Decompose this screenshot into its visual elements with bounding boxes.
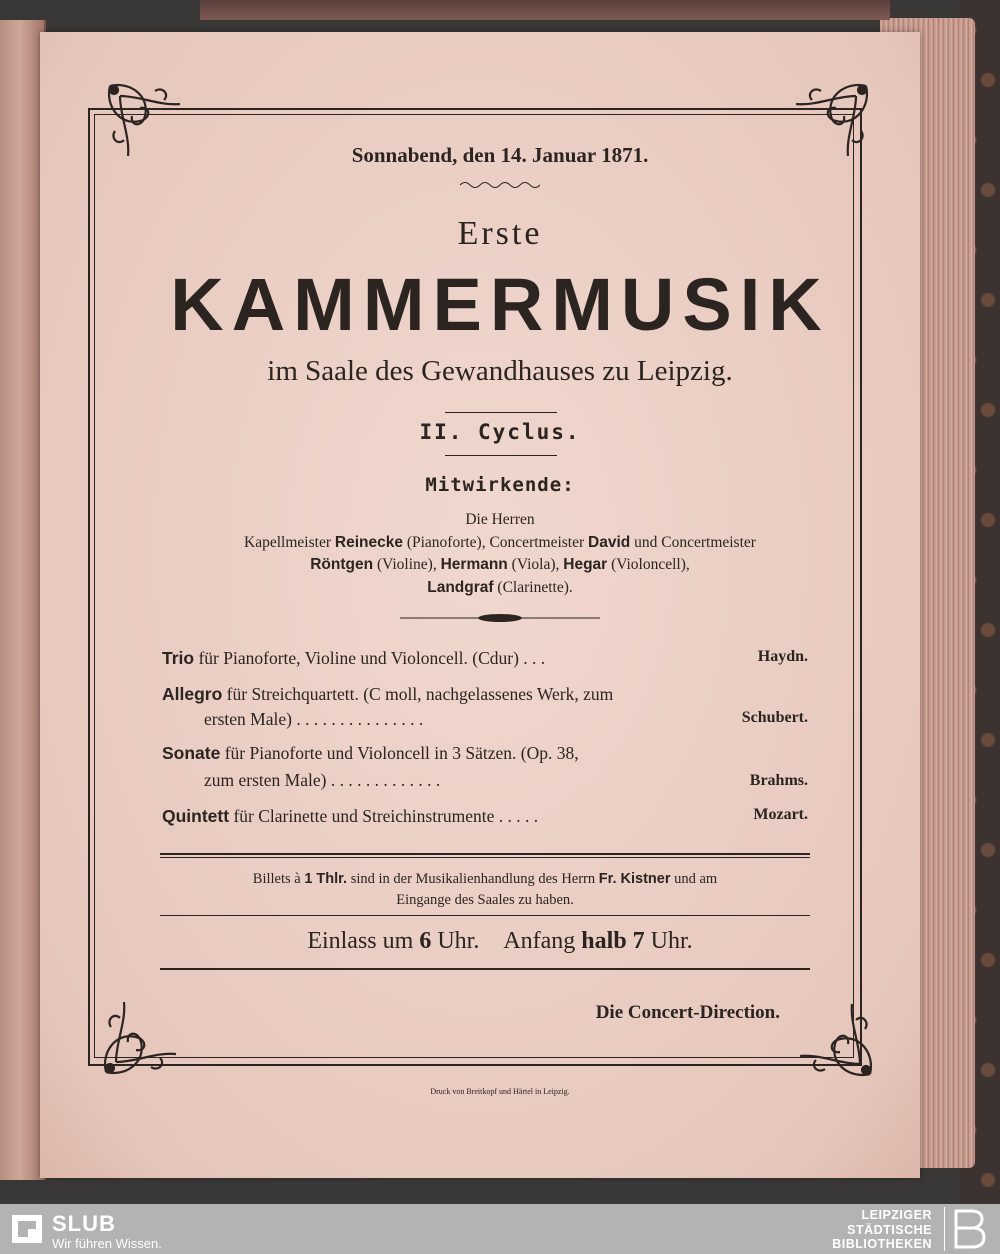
lsb-logo-icon [944,1207,990,1251]
text: und Concertmeister [630,533,756,551]
venue-line: im Saale des Gewandhauses zu Leipzig. [267,355,733,387]
concert-date: Sonnabend, den 14. Januar 1871. [351,143,649,167]
work-title: Allegro [162,684,223,704]
pre-title: Erste [457,215,543,252]
text: und am [670,871,718,887]
performer-name: David [588,533,631,551]
rule-above-times [160,915,810,916]
text: Anfang [503,928,582,954]
composer-name: Schubert. [741,709,808,726]
slub-name: SLUB [52,1211,116,1236]
performers-line-3 [0,577,1000,600]
text: Billets à [252,871,305,887]
ticket-line-1 [160,869,810,890]
ticket-info [160,869,810,911]
lsb-line: STÄDTISCHE [847,1222,932,1237]
rule-above-cycle [445,412,557,413]
work-description: zum ersten Male) . . . . . . . . . . . . . [204,770,441,790]
rule-above-tickets-thin [160,857,810,858]
ticket-line-2: Eingange des Saales zu haben. [396,892,574,908]
text: Uhr. [644,928,693,954]
text: Uhr. [431,928,480,954]
signature: Die Concert-Direction. [595,1002,780,1023]
performer-name: Reinecke [334,533,403,551]
doors-time: 6 [419,928,432,954]
footer-bar [0,1204,1000,1254]
performer-name: Landgraf [427,578,494,596]
cover-top-strip [200,0,890,20]
times-line [0,928,1000,955]
performer-name: Hermann [440,556,508,573]
slub-tagline: Wir führen Wissen. [52,1236,162,1251]
program-item [162,648,812,669]
rule-above-tickets [160,853,810,855]
performers-line-2 [0,554,1000,577]
performers-line-1 [0,532,1000,555]
text: (Viola), [507,556,564,573]
work-description: für Pianoforte, Violine und Violoncell. (Cdur) . . . [194,648,546,668]
wavy-divider-icon [460,180,540,190]
slub-logo-icon [12,1215,42,1243]
performers-list [0,509,1000,599]
performer-name: Hegar [563,556,608,573]
performers-heading: Mitwirkende: [425,474,575,496]
printer-note: Druck von Breitkopf und Härtel in Leipzig. [430,1087,570,1096]
work-description: für Clarinette und Streichinstrumente . . . . . [229,806,539,826]
ticket-price: 1 Thlr. [304,871,348,887]
work-title: Sonate [162,743,221,763]
text: Einlass um [307,928,420,954]
ornament-divider-icon [400,612,600,624]
text: (Violine), [373,556,441,573]
work-description: für Streichquartett. (C moll, nachgelassenes Werk, zum [222,684,614,704]
program-item [162,806,812,827]
composer-name: Haydn. [757,648,808,665]
lsb-line: LEIPZIGER [861,1208,932,1222]
text: (Clarinette). [493,578,573,596]
cycle-label: II. Cyclus. [419,420,581,444]
work-description: für Pianoforte und Violoncell in 3 Sätzen. (Op. 38, [220,743,579,763]
text: (Pianoforte), Concertmeister [402,533,589,551]
performers-intro: Die Herren [465,511,535,528]
work-title: Quintett [162,806,230,826]
work-title: Trio [162,648,195,668]
text: (Violoncell), [607,556,690,573]
ornament-bottom-right-icon [788,992,880,1084]
rule-below-times [160,968,810,970]
start-time: halb 7 [581,928,645,954]
lsb-line: BIBLIOTHEKEN [832,1237,932,1251]
main-title: KAMMERMUSIK [170,263,830,346]
text: sind in der Musikalienhandlung des Herrn [347,871,599,887]
program-item [162,684,812,705]
ornament-bottom-left-icon [96,990,188,1082]
lsb-wordmark [832,1208,932,1252]
ticket-seller: Fr. Kistner [598,871,671,887]
composer-name: Brahms. [749,772,808,789]
work-description: ersten Male) . . . . . . . . . . . . . . . [204,709,424,729]
text: Kapellmeister [244,533,335,551]
composer-name: Mozart. [753,806,808,823]
performer-name: Röntgen [310,556,374,573]
rule-below-cycle [445,455,557,456]
program-item [162,743,812,764]
